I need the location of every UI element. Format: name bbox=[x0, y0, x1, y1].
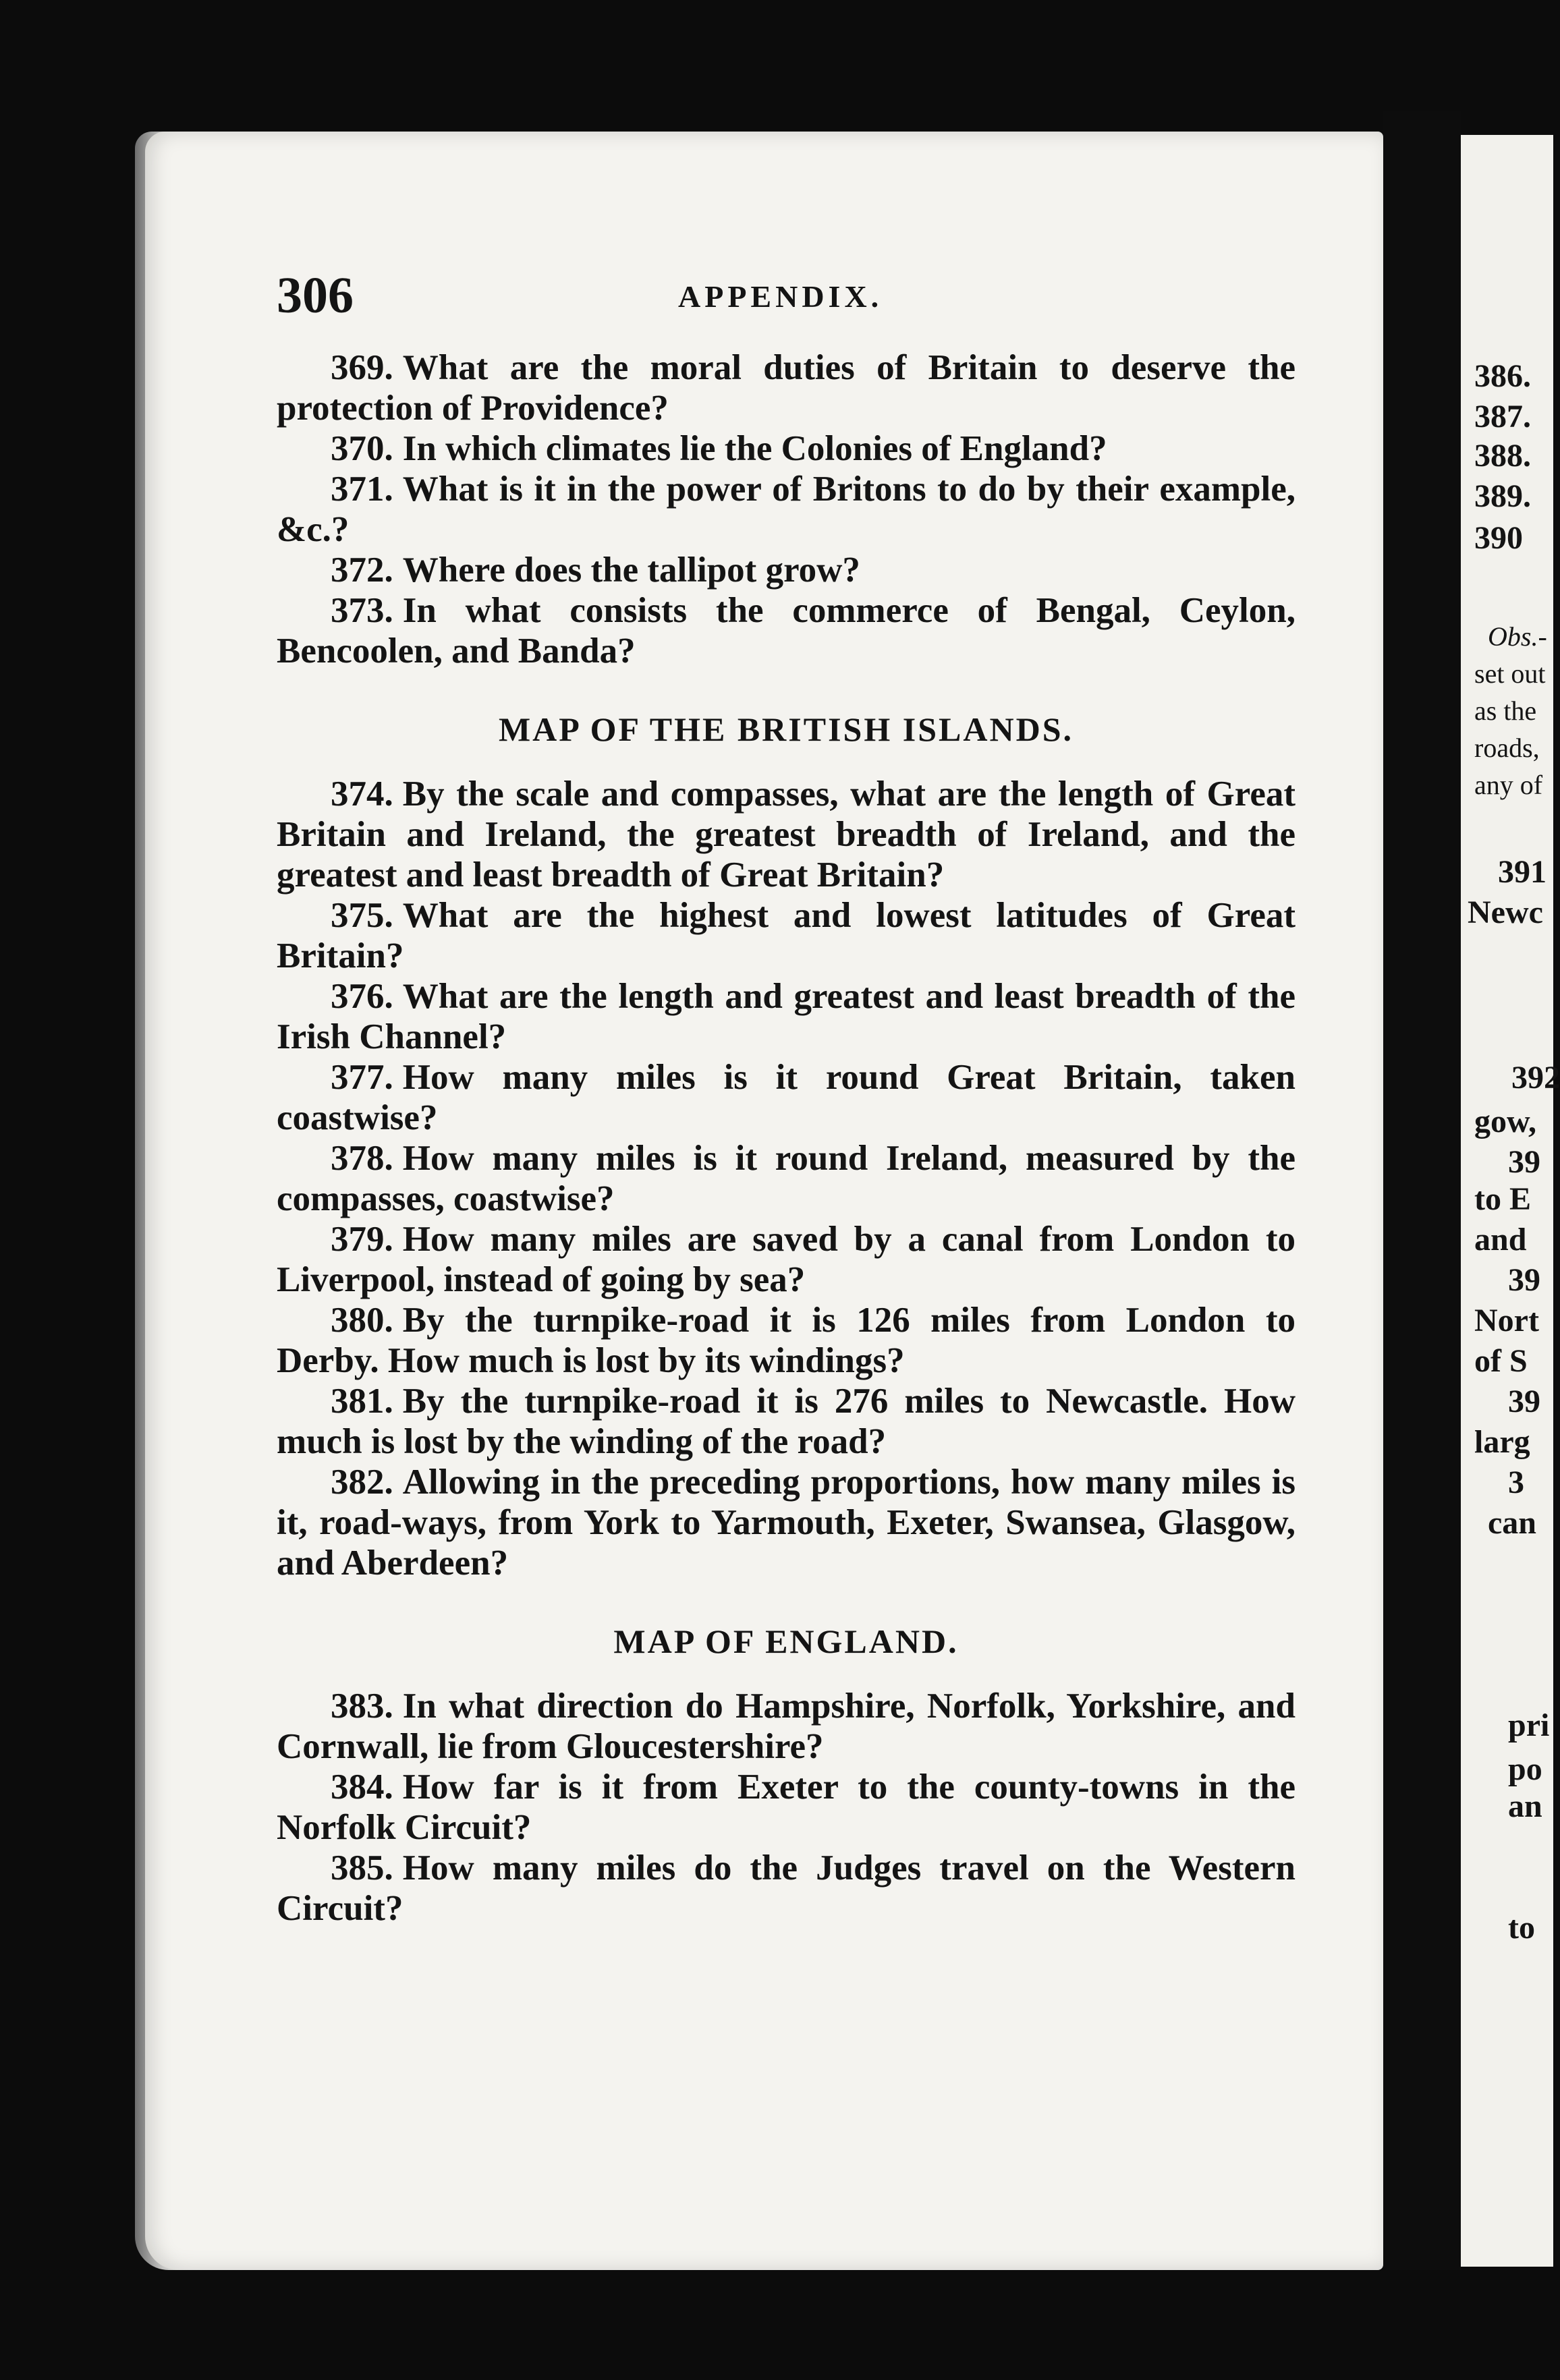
question-item bbox=[277, 1462, 1296, 1583]
question-number: 371. bbox=[331, 470, 393, 509]
question-item bbox=[277, 1219, 1296, 1300]
question-text: What are the length and greatest and least breadth of the Irish Channel? bbox=[277, 977, 1296, 1056]
question-item bbox=[277, 347, 1296, 428]
question-number: 373. bbox=[331, 591, 393, 630]
adjacent-page-fragment: gow, bbox=[1474, 1104, 1537, 1139]
adjacent-page-fragment: pri bbox=[1508, 1707, 1550, 1743]
adjacent-page-fragment: 3 bbox=[1508, 1465, 1524, 1500]
question-text: How far is it from Exeter to the county-towns in the Norfolk Circuit? bbox=[277, 1767, 1296, 1847]
question-item bbox=[277, 428, 1296, 469]
question-item bbox=[277, 1767, 1296, 1848]
question-item bbox=[277, 774, 1296, 895]
adjacent-page-fragment: Obs.- bbox=[1488, 621, 1547, 652]
adjacent-page-fragment: and bbox=[1474, 1222, 1527, 1257]
adjacent-page-fragment: an bbox=[1508, 1788, 1542, 1824]
question-item bbox=[277, 1300, 1296, 1381]
question-text: Where does the tallipot grow? bbox=[402, 550, 860, 590]
adjacent-page-fragment: of S bbox=[1474, 1343, 1528, 1379]
adjacent-page-fragment: Newc bbox=[1468, 895, 1543, 930]
question-number: 370. bbox=[331, 429, 393, 468]
adjacent-page-fragment: 387. bbox=[1474, 399, 1531, 434]
question-number: 378. bbox=[331, 1139, 393, 1178]
question-item bbox=[277, 550, 1296, 590]
question-text: How many miles is it round Ireland, measured by the compasses, coastwise? bbox=[277, 1139, 1296, 1218]
question-number: 376. bbox=[331, 977, 393, 1016]
book-gutter bbox=[1383, 111, 1461, 2270]
question-text: By the turnpike-road it is 126 miles from London to Derby. How much is lost by its windings? bbox=[277, 1301, 1296, 1380]
question-text: What are the moral duties of Britain to deserve the protection of Providence? bbox=[277, 348, 1296, 428]
adjacent-page-fragment: 39 bbox=[1508, 1262, 1540, 1298]
running-header-title: APPENDIX. bbox=[678, 279, 883, 314]
adjacent-page-fragment: to E bbox=[1474, 1181, 1531, 1217]
question-text: In what direction do Hampshire, Norfolk, Yorkshire, and Cornwall, lie from Gloucestershire? bbox=[277, 1687, 1296, 1766]
section-heading: MAP OF ENGLAND. bbox=[613, 1622, 959, 1660]
adjacent-page-fragment: 39 bbox=[1508, 1384, 1540, 1419]
question-number: 385. bbox=[331, 1848, 393, 1888]
adjacent-page-fragment: larg bbox=[1474, 1424, 1530, 1460]
question-number: 384. bbox=[331, 1767, 393, 1807]
adjacent-page-fragment: any of bbox=[1474, 770, 1543, 800]
question-number: 382. bbox=[331, 1463, 393, 1502]
question-item bbox=[277, 1381, 1296, 1462]
question-number: 381. bbox=[331, 1382, 393, 1421]
question-text: How many miles are saved by a canal from London to Liverpool, instead of going by sea? bbox=[277, 1220, 1296, 1299]
page-number: 306 bbox=[277, 267, 354, 324]
adjacent-page-fragment: 39 bbox=[1508, 1144, 1540, 1180]
running-head bbox=[277, 266, 1275, 334]
question-item bbox=[277, 1057, 1296, 1138]
adjacent-page-fragment: can bbox=[1488, 1505, 1536, 1541]
question-text: By the turnpike-road it is 276 miles to Newcastle. How much is lost by the winding of the road? bbox=[277, 1382, 1296, 1461]
question-text: How many miles is it round Great Britain, taken coastwise? bbox=[277, 1058, 1296, 1137]
adjacent-page-fragment: as the bbox=[1474, 696, 1537, 726]
section-heading: MAP OF THE BRITISH ISLANDS. bbox=[498, 710, 1074, 748]
adjacent-page-fragment: 392 bbox=[1511, 1060, 1560, 1096]
question-item bbox=[277, 1848, 1296, 1929]
question-number: 383. bbox=[331, 1687, 393, 1726]
question-text: What is it in the power of Britons to do by their example, &c.? bbox=[277, 470, 1296, 549]
question-item bbox=[277, 1686, 1296, 1767]
adjacent-page-fragment: to bbox=[1508, 1910, 1535, 1946]
question-item bbox=[277, 590, 1296, 671]
question-number: 375. bbox=[331, 896, 393, 935]
question-text: How many miles do the Judges travel on the Western Circuit? bbox=[277, 1848, 1296, 1928]
question-number: 377. bbox=[331, 1058, 393, 1097]
adjacent-page-text bbox=[1461, 0, 1560, 2380]
question-item bbox=[277, 895, 1296, 976]
question-number: 372. bbox=[331, 550, 393, 590]
adjacent-page-fragment: 388. bbox=[1474, 438, 1531, 474]
question-number: 379. bbox=[331, 1220, 393, 1259]
adjacent-page-fragment: 390 bbox=[1474, 520, 1523, 556]
question-number: 374. bbox=[331, 774, 393, 814]
question-number: 369. bbox=[331, 348, 393, 387]
adjacent-page-fragment: 391 bbox=[1498, 854, 1547, 890]
question-text: What are the highest and lowest latitudes of Great Britain? bbox=[277, 896, 1296, 975]
question-item bbox=[277, 976, 1296, 1057]
question-text: In what consists the commerce of Bengal, Ceylon, Bencoolen, and Banda? bbox=[277, 591, 1296, 671]
adjacent-page-fragment: roads, bbox=[1474, 733, 1540, 763]
question-text: Allowing in the preceding proportions, how many miles is it, road-ways, from York to Yarmouth, Exeter, Swansea, Glasgow, and Aberdeen? bbox=[277, 1463, 1296, 1583]
adjacent-page-fragment: 386. bbox=[1474, 358, 1531, 394]
adjacent-page-fragment: Nort bbox=[1474, 1303, 1539, 1338]
question-item bbox=[277, 1138, 1296, 1219]
question-number: 380. bbox=[331, 1301, 393, 1340]
adjacent-page-fragment: set out bbox=[1474, 658, 1546, 689]
adjacent-page-fragment: po bbox=[1508, 1751, 1542, 1787]
adjacent-page-fragment: 389. bbox=[1474, 478, 1531, 514]
question-item bbox=[277, 469, 1296, 550]
question-text: By the scale and compasses, what are the length of Great Britain and Ireland, the greatest breadth of Ireland, and the greatest and least breadth of Great Britain? bbox=[277, 774, 1296, 895]
page-text bbox=[277, 347, 1296, 1929]
question-text: In which climates lie the Colonies of England? bbox=[402, 429, 1107, 468]
